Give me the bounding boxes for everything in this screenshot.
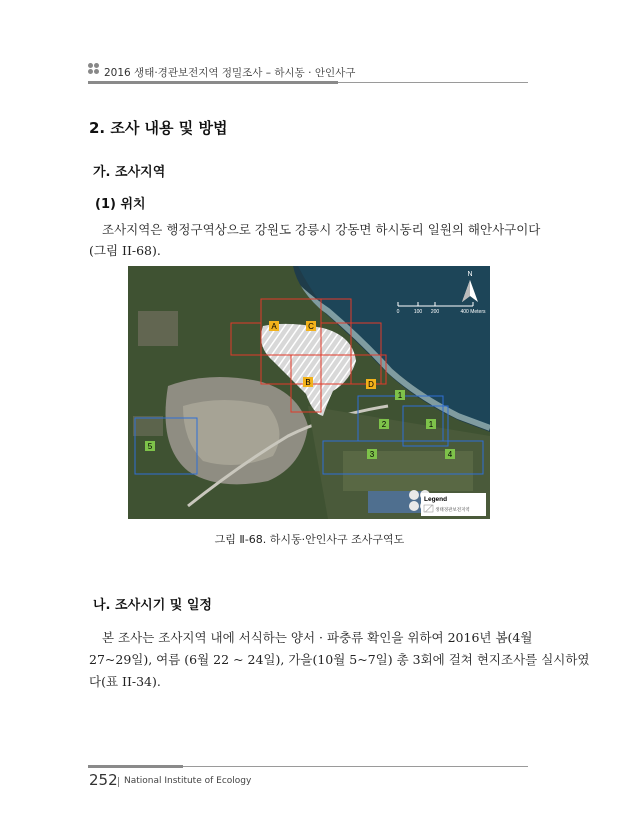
- section-title: 2. 조사 내용 및 방법: [89, 119, 228, 137]
- header-rule-accent: [88, 81, 338, 84]
- grid-label-5: 5: [147, 442, 153, 451]
- paragraph-1-line-1: 조사지역은 행정구역상으로 강원도 강릉시 강동면 하시동리 일원의 해안사구이다: [102, 222, 541, 237]
- scale-tick-200: 200: [430, 309, 440, 315]
- grid-label-c: C: [308, 322, 314, 331]
- grid-label-b: B: [305, 378, 311, 387]
- paragraph-1-line-2: (그림 II-68).: [89, 243, 161, 258]
- subsection-b-title: 나. 조사시기 및 일정: [93, 598, 212, 613]
- legend-item: 생태경관보전지역: [435, 508, 470, 513]
- paragraph-2-line-2: 27~29일), 여름 (6월 22 ~ 24일), 가을(10월 5~7일) 총 3회에 걸쳐 현지조사를 실시하였: [89, 652, 590, 667]
- grid-label-4: 4: [447, 450, 453, 459]
- page-number: 252: [89, 771, 118, 789]
- scale-tick-400: 400 Meters: [460, 309, 486, 315]
- footer-rule-accent: [88, 765, 183, 768]
- legend-title: Legend: [424, 496, 448, 503]
- grid-label-1a: 1: [397, 391, 403, 400]
- paragraph-2-line-3: 다(표 II-34).: [89, 674, 161, 689]
- grid-label-3: 3: [369, 450, 375, 459]
- grid-label-2: 2: [381, 420, 387, 429]
- footer-organization: National Institute of Ecology: [124, 776, 252, 786]
- figure-caption: 그림 Ⅱ-68. 하시동·안인사구 조사구역도: [214, 533, 405, 546]
- subsection-a-title: 가. 조사지역: [93, 165, 166, 180]
- scale-tick-100: 100: [413, 309, 423, 315]
- grid-label-a: A: [271, 322, 277, 331]
- scale-tick-0: 0: [396, 309, 400, 315]
- grid-label-1b: 1: [428, 420, 434, 429]
- paragraph-2-line-1: 본 조사는 조사지역 내에 서식하는 양서 · 파충류 확인을 위하여 2016년 봄(4월: [102, 630, 533, 645]
- header-dots-icon: [88, 63, 100, 75]
- footer-separator: [118, 777, 119, 787]
- running-header: 2016 생태·경관보전지역 정밀조사 – 하시동 · 안인사구: [104, 67, 356, 79]
- grid-label-d: D: [368, 380, 374, 389]
- map-legend: [421, 493, 486, 516]
- survey-area-map: [128, 266, 490, 519]
- item-1-title: (1) 위치: [95, 197, 146, 212]
- north-label: N: [467, 271, 473, 278]
